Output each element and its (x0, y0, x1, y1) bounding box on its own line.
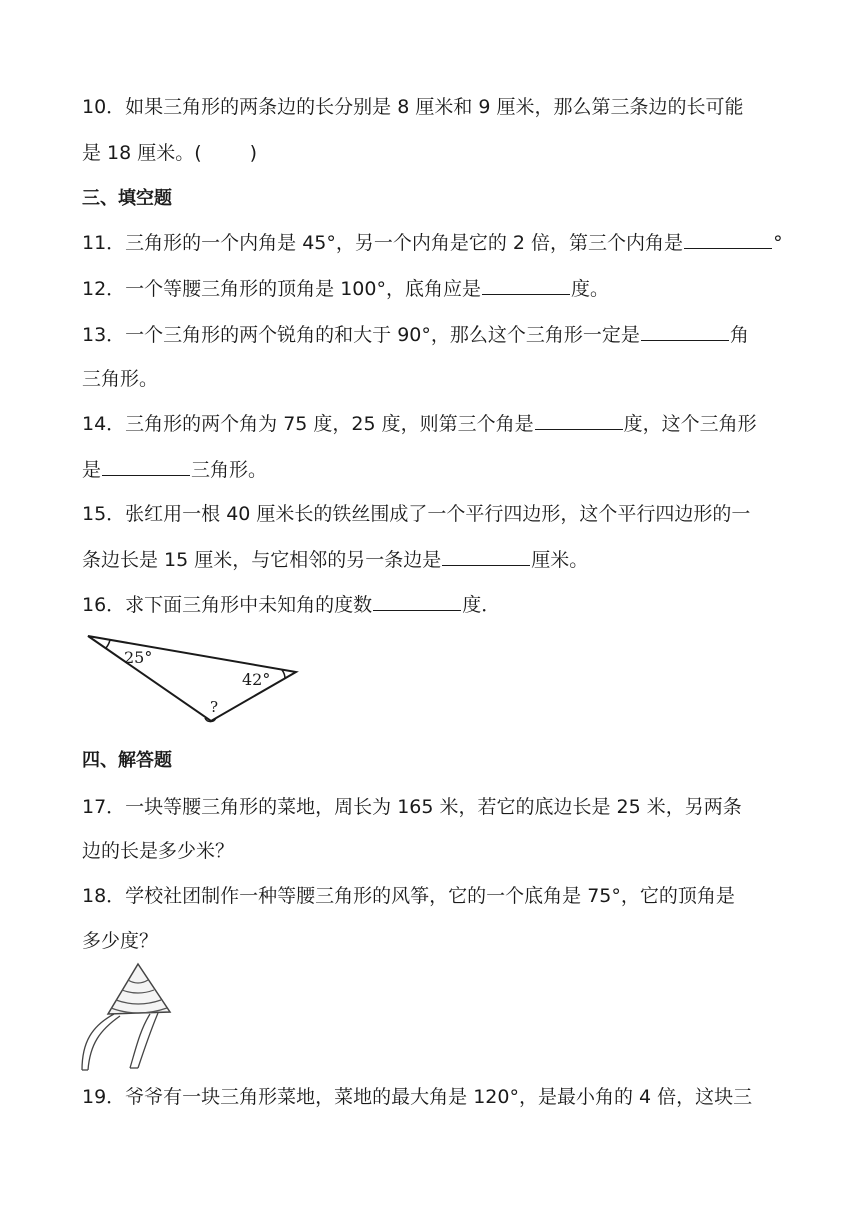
q14-blank-2[interactable] (102, 457, 190, 476)
q14-text: 14．三角形的两个角为 75 度，25 度，则第三个角是 (82, 413, 534, 435)
angle-arc-right (282, 670, 285, 679)
q14-line2-end: 三角形。 (191, 459, 268, 481)
q10-close: ) (249, 142, 258, 164)
q13-unit: 角 (729, 324, 749, 346)
q16-line (82, 592, 500, 617)
angle-label-25: 25° (124, 648, 153, 667)
kite-tail-left (82, 1014, 120, 1070)
q13-line2: 三角形。 (82, 368, 159, 390)
section3-heading: 三、填空题 (82, 188, 172, 209)
q16-text: 16．求下面三角形中未知角的度数 (82, 594, 373, 616)
q16-blank[interactable] (373, 592, 461, 611)
q15-line2 (82, 547, 588, 572)
kite-tail-right (130, 1013, 158, 1068)
q13-line1 (82, 322, 749, 347)
q17-line2: 边的长是多少米？ (82, 840, 235, 862)
q14-blank-1[interactable] (535, 411, 623, 430)
q10-line1: 10．如果三角形的两条边的长分别是 8 厘米和 9 厘米，那么第三条边的长可能 (82, 96, 744, 118)
angle-arc-left (106, 640, 110, 648)
kite-figure (78, 962, 180, 1074)
q10-line2 (82, 141, 257, 165)
q11-text: 11．三角形的一个内角是 45°，另一个内角是它的 2 倍，第三个内角是 (82, 232, 684, 254)
q11-unit: ° (773, 232, 783, 254)
q13-blank[interactable] (641, 322, 729, 341)
q18-line2: 多少度？ (82, 930, 159, 952)
section4-heading: 四、解答题 (82, 750, 172, 771)
q15-blank[interactable] (442, 547, 530, 566)
kite-body (108, 964, 170, 1014)
q14-line1 (82, 411, 757, 436)
q14-line2 (82, 457, 267, 482)
q13-text: 13．一个三角形的两个锐角的和大于 90°，那么这个三角形一定是 (82, 324, 640, 346)
q15-text: 条边长是 15 厘米，与它相邻的另一条边是 (82, 549, 442, 571)
q19-line1: 19．爷爷有一块三角形菜地，菜地的最大角是 120°，是最小角的 4 倍，这块三 (82, 1086, 753, 1108)
q11-blank[interactable] (684, 230, 772, 249)
q15-line1: 15．张红用一根 40 厘米长的铁丝围成了一个平行四边形，这个平行四边形的一 (82, 503, 751, 525)
triangle-figure (84, 630, 300, 726)
q12-blank[interactable] (482, 276, 570, 295)
q11-line (82, 230, 783, 255)
q18-line1: 18．学校社团制作一种等腰三角形的风筝，它的一个底角是 75°，它的顶角是 (82, 885, 735, 907)
q10-text: 是 18 厘米。( (82, 142, 202, 164)
q17-line1: 17．一块等腰三角形的菜地，周长为 165 米，若它的底边长是 25 米，另两条 (82, 796, 742, 818)
angle-label-42: 42° (242, 670, 271, 689)
q14-line2-start: 是 (82, 459, 102, 481)
q15-unit: 厘米。 (531, 549, 589, 571)
q12-unit: 度。 (570, 278, 609, 300)
q14-mid: 度，这个三角形 (623, 413, 757, 435)
q12-text: 12．一个等腰三角形的顶角是 100°，底角应是 (82, 278, 481, 300)
q16-unit: 度． (462, 594, 501, 616)
angle-label-unknown: ? (210, 698, 219, 716)
q12-line (82, 276, 609, 301)
